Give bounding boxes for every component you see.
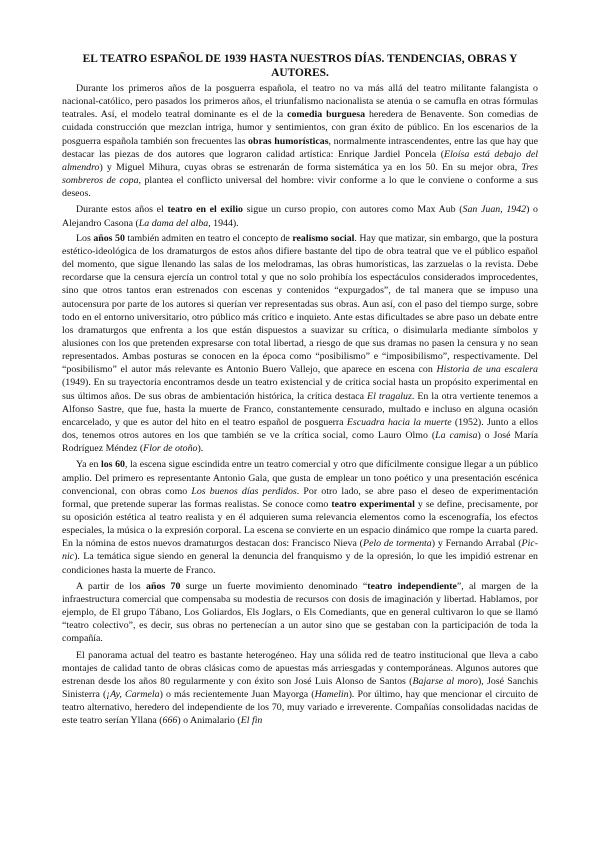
text: El panorama actual del teatro es bastante heterogéneo. Hay una sólida red de teatro institucional que lleva a cabo montajes de calidad tanto de obras clásicas como de apuestas más arriesgadas y contemporáneas. Algunos autores que estrenan desde los años 80 regularmente y con éxito son José Luis Alonso de Santos ( <box>62 649 538 687</box>
text: surge un fuerte movimiento denominado “ <box>180 580 368 592</box>
bold-term: comedia burguesa <box>287 109 366 121</box>
paragraph-posguerra <box>62 82 538 200</box>
bold-term: teatro en el exilio <box>167 204 243 216</box>
text: y se define, precisamente, por su oposición estética al teatro realista y en él adquieren suma relevancia elementos como la escenografía, los efectos especiales, la música o la expresión corporal. La escena se convierte en un espacio dinámico que rompe la cuarta pared. En la nómina de estos nuevos dramaturgos destacan dos: Francisco Nieva ( <box>62 498 539 550</box>
text: (1952). Junto a ellos dos, tenemos otros autores en los que también se ve la crítica social, como Lauro Olmo ( <box>62 416 538 442</box>
bold-term: obras humorísticas <box>248 135 329 147</box>
bold-term: realismo social <box>292 232 355 244</box>
work-title: ¡Ay, Carmela <box>106 689 160 701</box>
paragraph-anos-60 <box>62 458 538 576</box>
work-title: Flor de otoño <box>143 443 198 455</box>
work-title: La camisa <box>435 430 478 442</box>
work-title: Los buenos días perdidos <box>191 485 297 497</box>
work-title: Hamelin <box>314 689 349 701</box>
text: ) o Animalario ( <box>177 715 241 727</box>
text: ). La temática sigue siendo en general la denuncia del franquismo y de la opresión, lo que les impidió estrenar en condiciones hasta la muerte de Franco. <box>62 551 538 576</box>
text: ) o José María Rodríguez Méndez ( <box>62 430 539 455</box>
work-title: 666 <box>162 715 178 727</box>
work-title: Eloísa está debajo del almendro <box>62 148 538 173</box>
text: Durante los primeros años de la posguerra española, el teatro no va más allá del teatro militante falangista o nacional-católico, pero pasados los primeros años, el triunfalismo nacionalista se atenúa o se camufla en otras fórmulas teatrales. Así, el modelo teatral dominante es el de la <box>62 83 538 121</box>
work-title: Bajarse al moro <box>412 675 478 687</box>
text: . En la otra vertiente tenemos a Alfonso Sastre, que fue, hasta la muerte de Franco, constantemente censurado, multado e incluso en alguna ocasión encarcelado, y que es autor del hito en el teatro español de posguerra <box>62 390 539 428</box>
text: ). Por último, hay que mencionar el circuito de teatro alternativo, heredero del independiente de los 70, muy variado e irreverente. Compañías consolidadas nacidas de este teatro serían Yllana ( <box>62 689 538 727</box>
text: Durante estos años el <box>76 204 168 216</box>
text: ) y Miguel Mihura, cuyas obras se estrenarán de forma sistemática ya en los 50. En su mejor obra, <box>99 161 522 173</box>
text: . Hay que matizar, sin embargo, que la postura estético-ideológica de los dramaturgos de estos años difiere bastante del tipo de obra teatral que ve el público español del momento, que sigue llenando las salas de los melodramas, las obras humorísticas, las zarzuelas o la revista. Debe recordarse que la censura ejercía un control total y que no solo prohibía los espectáculos considerados improcedentes, sino que otros tantos eran estrenados con escenas y contenidos “expurgados”, de tal manera que se impuso una autocensura por parte de los autores si querían ver representadas sus obras. Aun así, con el paso del tiempo surge, sobre todo en el entorno universitario, otro público más crítico e inquieto. Ante estas dificultades se abre paso un debate entre los dramaturgos que enfrenta a los que están dispuestos a suavizar su crítica, o disimularla mediante símbolos y alusiones con los que pretenden expresarse con total libertad, a riesgo de que sus dramas no pasen la censura y no sean representados. Ambas posturas se conocen en la época como “posibilismo” e “imposibilismo”, respectivamente. Del “posibilismo” el autor más relevante es Antonio Buero Vallejo, que aparece en escena con <box>62 232 539 376</box>
text: sigue un curso propio, con autores como Max Aub ( <box>242 204 463 216</box>
work-title: Tres sombreros de copa <box>62 161 538 187</box>
work-title: El tragaluz <box>367 390 412 402</box>
text: Ya en <box>76 459 101 471</box>
bold-term: teatro experimental <box>331 498 415 510</box>
text: ), José Sanchis Sinisterra ( <box>62 675 538 701</box>
paragraph-exilio <box>62 203 538 229</box>
work-title: Pic-nic <box>62 538 538 563</box>
text: ) o más recientemente Juan Mayorga ( <box>159 689 315 701</box>
work-title: Escuadra hacia la muerte <box>346 416 452 428</box>
text: A partir de los <box>76 580 147 592</box>
text: , 1944). <box>208 217 239 229</box>
text: Los <box>76 232 94 244</box>
work-title: San Juan, 1942 <box>462 204 527 216</box>
bold-term: años 70 <box>146 580 181 592</box>
text: , la escena sigue escindida entre un teatro comercial y otro que difícilmente consigue llegar a un público amplio. Del primero es representante Antonio Gala, que gusta de emplear un tono poético y una presentación escénica convencional, con obras como <box>62 459 538 497</box>
text: ) o Alejandro Casona ( <box>62 204 538 229</box>
text: ). <box>197 443 204 455</box>
work-title: Pelo de tormenta <box>362 538 432 550</box>
paragraph-panorama-actual <box>62 649 538 728</box>
text: . Por otro lado, se abre paso el deseo de experimentación formal, que pretende superar las formas realistas. Se conoce como <box>62 485 539 510</box>
work-title: Historia de una escalera <box>436 364 538 376</box>
work-title: La dama del alba <box>138 217 209 229</box>
text: ”, al margen de la infraestructura comercial que compensaba su modestia de recursos con dosis de imaginación y libertad. Hablamos, por ejemplo, de El grupo Tábano, Los Goliardos, Els Joglars, o Els Comediants, que en general cultivaron lo que se llamó “teatro colectivo”, es decir, sus obras no pertenecían a un autor sino que se gestaban con la participación de toda la compañía. <box>62 580 538 645</box>
bold-term: años 50 <box>93 232 125 244</box>
work-title: El fin <box>240 715 263 727</box>
text: heredera de Benavente. Son comedias de cuidada construcción que mezclan intriga, humor y sentimientos, con gran éxito de público. En los escenarios de la posguerra española también son frecuentes las <box>62 109 538 147</box>
text: ) y Fernando Arrabal ( <box>431 538 522 550</box>
text: , plantea el conflicto universal del hombre: vivir conforme a lo que le conviene o conforme a sus deseos. <box>62 175 539 200</box>
text: (1949). En su trayectoria encontramos desde un teatro existencial y de crítica social hasta un propósito experimental en sus últimos años. De sus obras de ambientación histórica, la crítica destaca <box>62 377 538 402</box>
bold-term: los 60 <box>100 459 125 471</box>
document-title: EL TEATRO ESPAÑOL DE 1939 HASTA NUESTROS DÍAS. TENDENCIAS, OBRAS Y AUTORES. <box>82 53 518 79</box>
bold-term: teatro independiente <box>367 580 457 592</box>
text: también admiten en teatro el concepto de <box>124 232 293 244</box>
text: , normalmente intrascendentes, entre las que hay que destacar las piezas de dos autores que lograron calidad artística: Enrique Jardiel Poncela ( <box>62 135 539 160</box>
paragraph-anos-70 <box>62 580 538 646</box>
paragraph-anos-50 <box>62 232 538 456</box>
